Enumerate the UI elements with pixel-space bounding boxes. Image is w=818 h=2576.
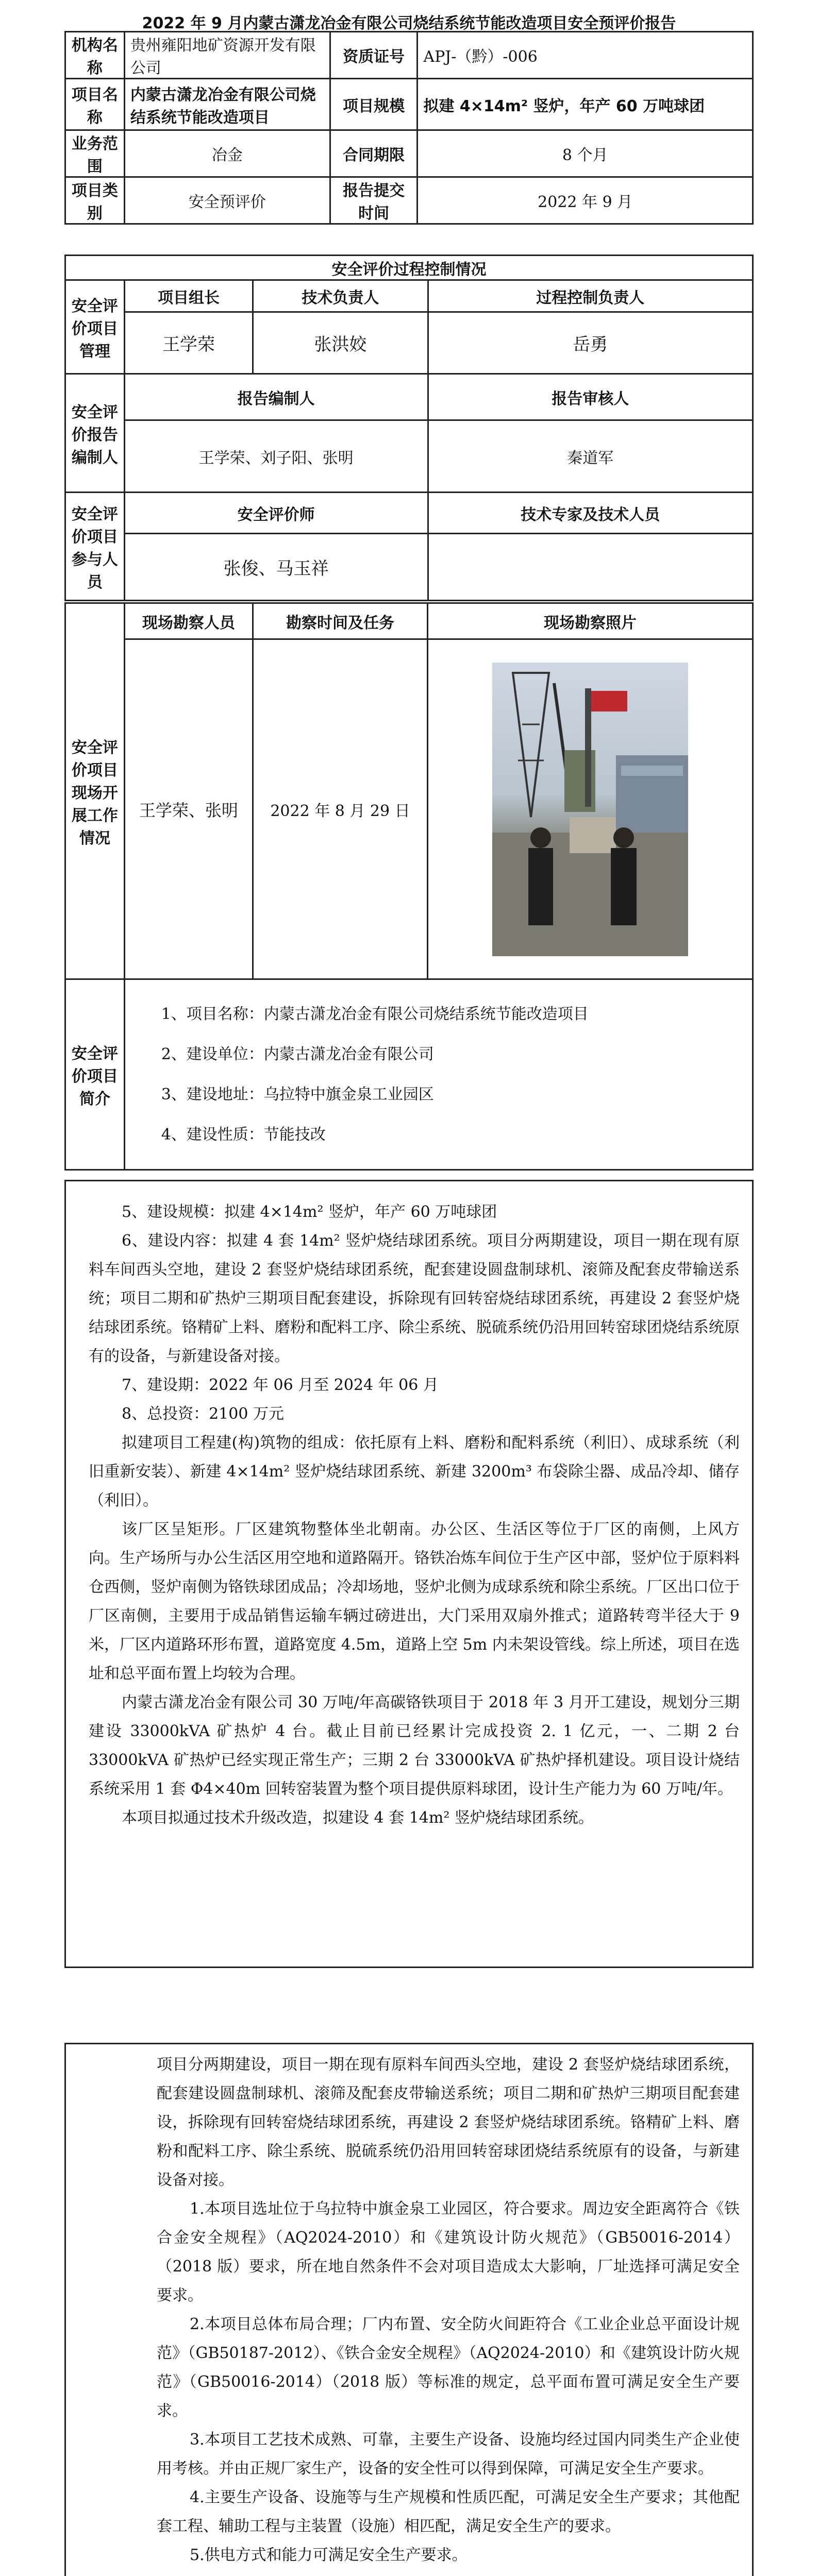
survey-people-header: 现场勘察人员: [124, 603, 253, 639]
brief-item: 2、建设单位：内蒙古潇龙冶金有限公司: [161, 1045, 434, 1063]
project-type-value: 安全预评价: [124, 177, 330, 224]
evaluator-header: 安全评价师: [124, 493, 428, 534]
tech-header: 技术负责人: [253, 280, 428, 312]
detail-paragraph: 8、总投资：2100 万元: [122, 1405, 284, 1423]
site-survey-photo: [492, 663, 688, 956]
site-photo-illustration: [492, 663, 688, 956]
submit-time-label: 报告提交时间: [330, 177, 418, 224]
evaluator-names: 张俊、马玉祥: [124, 534, 428, 601]
cert-value: APJ-（黔）-006: [418, 32, 753, 79]
submit-time-value: 2022 年 9 月: [418, 177, 753, 224]
detail-paragraph: 本项目拟通过技术升级改造，拟建设 4 套 14m² 竖炉烧结球团系统。: [122, 1809, 594, 1827]
brief-label: 安全评价项目简介: [65, 979, 125, 1170]
process-header: 安全评价过程控制情况: [65, 256, 753, 280]
project-name-label: 项目名称: [65, 79, 125, 130]
conclusion-paragraph: 项目分两期建设，项目一期在现有原料车间西头空地，建设 2 套竖炉烧结球团系统，配套建设圆盘制球机、滚筛及配套皮带输送系统；项目二期和矿热炉三期项目配套建设，拆除现有回转窑烧结球团系统，再建设 2 套竖炉烧结球团系统。铬精矿上料、磨粉和配料工序、除尘系统、脱硫系统仍沿用回转窑球团烧结系统原有的设备，与新建设备对接。: [157, 2056, 740, 2189]
detail-paragraph: 5、建设规模：拟建 4×14m² 竖炉，年产 60 万吨球团: [122, 1203, 497, 1221]
project-name-value: 内蒙古潇龙冶金有限公司烧结系统节能改造项目: [124, 79, 330, 130]
info-table: [64, 31, 754, 225]
scale-value: 拟建 4×14m² 竖炉，年产 60 万吨球团: [418, 79, 753, 130]
project-type-label: 项目类别: [65, 177, 125, 224]
expert-header: 技术专家及技术人员: [428, 493, 753, 534]
survey-people: 王学荣、张明: [124, 639, 253, 979]
reviewer-name: 秦道军: [428, 420, 753, 493]
detail-paragraph: 7、建设期：2022 年 06 月至 2024 年 06 月: [122, 1376, 439, 1394]
ctrl-header: 过程控制负责人: [428, 280, 753, 312]
brief-item: 3、建设地址：乌拉特中旗金泉工业园区: [161, 1085, 434, 1104]
detail-paragraph: 拟建项目工程建(构)筑物的组成：依托原有上料、磨粉和配料系统（利旧）、成球系统（利旧重新安装）、新建 4×14m² 竖炉烧结球团系统、新建 3200m³ 布袋除尘器、成品冷却、储存（利旧）。: [89, 1434, 740, 1510]
brief-item: 1、项目名称：内蒙古潇龙冶金有限公司烧结系统节能改造项目: [161, 1005, 589, 1023]
compiler-header: 报告编制人: [124, 374, 428, 420]
business-scope-value: 冶金: [124, 130, 330, 177]
survey-time: 2022 年 8 月 29 日: [253, 639, 428, 979]
report-staff-label: 安全评价报告编制人: [65, 374, 125, 493]
report-title: 2022 年 9 月内蒙古潇龙冶金有限公司烧结系统节能改造项目安全预评价报告: [142, 14, 676, 32]
tech-name: 张洪姣: [253, 312, 428, 374]
conclusion-paragraph: 5.供电方式和能力可满足安全生产要求。: [190, 2546, 468, 2564]
mgmt-label: 安全评价项目管理: [65, 280, 125, 374]
detail-paragraph: 该厂区呈矩形。厂区建筑物整体坐北朝南。办公区、生活区等位于厂区的南侧，上风方向。生产场所与办公生活区用空地和道路隔开。铬铁冶炼车间位于生产区中部，竖炉位于原料料仓西侧，竖炉南侧为铬铁球团成品；冷却场地，竖炉北侧为成球系统和除尘系统。厂区出口位于厂区南侧，主要用于成品销售运输车辆过磅进出，大门采用双扇外推式；道路转弯半径大于 9 米，厂区内道路环形布置，道路宽度 4.5m，道路上空 5m 内未架设管线。综上所述，项目在选址和总平面布置上均较为合理。: [89, 1520, 740, 1683]
business-scope-label: 业务范围: [65, 130, 125, 177]
detail-paragraph: 6、建设内容：拟建 4 套 14m² 竖炉烧结球团系统。项目分两期建设，项目一期在现有原料车间西头空地，建设 2 套竖炉烧结球团系统，配套建设圆盘制球机、滚筛及配套皮带输送系统；项目二期和矿热炉三期项目配套建设，拆除现有回转窑烧结球团系统，再建设 2 套竖炉烧结球团系统。铬精矿上料、磨粉和配料工序、除尘系统、脱硫系统仍沿用回转窑球团烧结系统原有的设备，与新建设备对接。: [89, 1232, 740, 1365]
org-label: 机构名称: [65, 32, 125, 79]
leader-name: 王学荣: [124, 312, 253, 374]
scale-label: 项目规模: [330, 79, 418, 130]
expert-names: [428, 534, 753, 601]
org-value: 贵州雍阳地矿资源开发有限公司: [124, 32, 330, 79]
survey-table: [64, 602, 754, 1171]
ctrl-name: 岳勇: [428, 312, 753, 374]
leader-header: 项目组长: [124, 280, 253, 312]
conclusion-paragraph: 1.本项目选址位于乌拉特中旗金泉工业园区，符合要求。周边安全距离符合《铁合金安全规程》（AQ2024-2010）和《建筑设计防火规范》（GB50016-2014）（2018 版）要求，所在地自然条件不会对项目造成太大影响，厂址选择可满足安全要求。: [157, 2200, 740, 2304]
cert-label: 资质证号: [330, 32, 418, 79]
contract-period-value: 8 个月: [418, 130, 753, 177]
survey-photo-header: 现场勘察照片: [427, 603, 753, 639]
conclusion-paragraph: 3.本项目工艺技术成熟、可靠，主要生产设备、设施均经过国内同类生产企业使用考核。并由正规厂家生产，设备的安全性可以得到保障，可满足安全生产要求。: [157, 2431, 740, 2478]
conclusion-paragraph: 4.主要生产设备、设施等与生产规模和性质匹配，可满足安全生产要求；其他配套工程、辅助工程与主装置（设施）相匹配，满足安全生产的要求。: [157, 2488, 740, 2535]
reviewer-header: 报告审核人: [428, 374, 753, 420]
compiler-names: 王学荣、刘子阳、张明: [124, 420, 428, 493]
contract-period-label: 合同期限: [330, 130, 418, 177]
process-table: [64, 255, 754, 601]
survey-label: 安全评价项目现场开展工作情况: [65, 603, 125, 979]
conclusion-section: [64, 2043, 754, 2576]
detail-paragraph: 内蒙古潇龙冶金有限公司 30 万吨/年高碳铬铁项目于 2018 年 3 月开工建设，规划分三期建设 33000kVA 矿热炉 4 台。截止目前已经累计完成投资 2. 1 亿元，一、二期 2 台 33000kVA 矿热炉已经实现正常生产；三期 2 台 33000kVA 矿热炉择机建设。项目设计烧结系统采用 1 套 Φ4×40m 回转窑装置为整个项目提供原料球团，设计生产能力为 60 万吨/年。: [89, 1693, 740, 1798]
brief-item: 4、建设性质：节能技改: [161, 1125, 326, 1144]
project-detail-section: [64, 1180, 754, 1968]
conclusion-paragraph: 2.本项目总体布局合理；厂内布置、安全防火间距符合《工业企业总平面设计规范》（GB50187-2012）、《铁合金安全规程》（AQ2024-2010）和《建筑设计防火规范》（GB50016-2014）（2018 版）等标准的规定，总平面布置可满足安全生产要求。: [157, 2315, 740, 2420]
survey-photo-cell: [427, 639, 753, 979]
participants-label: 安全评价项目参与人员: [65, 493, 125, 601]
brief-cell: [124, 979, 753, 1170]
survey-time-header: 勘察时间及任务: [253, 603, 428, 639]
